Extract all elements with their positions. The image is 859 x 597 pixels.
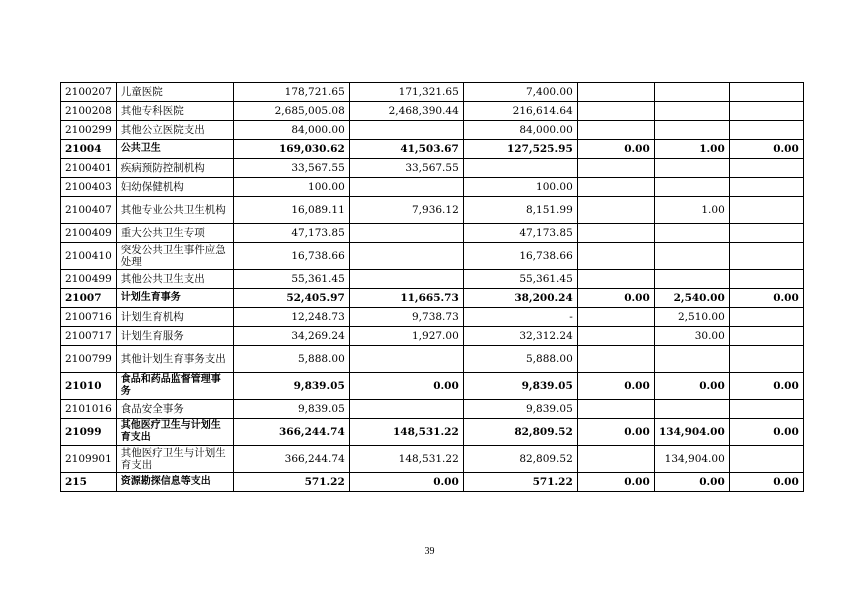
- total-cell: 52,405.97: [233, 289, 349, 308]
- basic-expenditure-cell: 41,503.67: [349, 140, 463, 159]
- column-4-cell: [577, 243, 654, 270]
- account-code-cell: 2100717: [61, 327, 117, 346]
- account-name-cell: 资源勘探信息等支出: [116, 473, 233, 492]
- table-row: [61, 308, 804, 327]
- basic-expenditure-cell: [349, 243, 463, 270]
- account-name-cell: 儿童医院: [116, 83, 233, 102]
- column-4-cell: 0.00: [577, 373, 654, 400]
- column-6-cell: [729, 197, 803, 224]
- column-5-cell: 134,904.00: [654, 446, 729, 473]
- column-4-cell: [577, 346, 654, 373]
- account-code-cell: 2100401: [61, 159, 117, 178]
- account-name-cell: 突发公共卫生事件应急处理: [116, 243, 233, 270]
- column-6-cell: 0.00: [729, 140, 803, 159]
- column-6-cell: 0.00: [729, 419, 803, 446]
- total-cell: 16,089.11: [233, 197, 349, 224]
- table-row: [61, 400, 804, 419]
- column-4-cell: 0.00: [577, 140, 654, 159]
- account-name-cell: 食品和药品监督管理事务: [116, 373, 233, 400]
- column-6-cell: [729, 446, 803, 473]
- basic-expenditure-cell: 11,665.73: [349, 289, 463, 308]
- total-cell: 9,839.05: [233, 400, 349, 419]
- account-code-cell: 2100208: [61, 102, 117, 121]
- account-name-cell: 其他医疗卫生与计划生育支出: [116, 446, 233, 473]
- column-6-cell: [729, 270, 803, 289]
- account-code-cell: 2100207: [61, 83, 117, 102]
- account-code-cell: 2100299: [61, 121, 117, 140]
- total-cell: 16,738.66: [233, 243, 349, 270]
- account-name-cell: 其他计划生育事务支出: [116, 346, 233, 373]
- account-code-cell: 21004: [61, 140, 117, 159]
- total-cell: 12,248.73: [233, 308, 349, 327]
- account-code-cell: 2100410: [61, 243, 117, 270]
- table-row: [61, 140, 804, 159]
- total-cell: 366,244.74: [233, 446, 349, 473]
- account-name-cell: 妇幼保健机构: [116, 178, 233, 197]
- column-5-cell: [654, 270, 729, 289]
- project-expenditure-cell: 216,614.64: [463, 102, 577, 121]
- column-4-cell: [577, 121, 654, 140]
- account-name-cell: 其他医疗卫生与计划生育支出: [116, 419, 233, 446]
- column-6-cell: 0.00: [729, 289, 803, 308]
- total-cell: 33,567.55: [233, 159, 349, 178]
- total-cell: 34,269.24: [233, 327, 349, 346]
- basic-expenditure-cell: 148,531.22: [349, 419, 463, 446]
- column-5-cell: 0.00: [654, 373, 729, 400]
- table-row: [61, 473, 804, 492]
- account-code-cell: 21099: [61, 419, 117, 446]
- project-expenditure-cell: 32,312.24: [463, 327, 577, 346]
- table-row: [61, 327, 804, 346]
- project-expenditure-cell: 5,888.00: [463, 346, 577, 373]
- total-cell: 100.00: [233, 178, 349, 197]
- column-5-cell: 1.00: [654, 140, 729, 159]
- account-name-cell: 计划生育服务: [116, 327, 233, 346]
- column-4-cell: [577, 400, 654, 419]
- basic-expenditure-cell: 2,468,390.44: [349, 102, 463, 121]
- account-code-cell: 2100716: [61, 308, 117, 327]
- column-6-cell: [729, 159, 803, 178]
- column-6-cell: [729, 400, 803, 419]
- total-cell: 9,839.05: [233, 373, 349, 400]
- project-expenditure-cell: -: [463, 308, 577, 327]
- project-expenditure-cell: 100.00: [463, 178, 577, 197]
- table-row: [61, 224, 804, 243]
- basic-expenditure-cell: [349, 224, 463, 243]
- account-code-cell: 2100499: [61, 270, 117, 289]
- table-body: [61, 83, 804, 492]
- column-5-cell: 2,540.00: [654, 289, 729, 308]
- column-5-cell: 1.00: [654, 197, 729, 224]
- account-name-cell: 其他公共卫生支出: [116, 270, 233, 289]
- table-row: [61, 243, 804, 270]
- column-4-cell: [577, 178, 654, 197]
- total-cell: 169,030.62: [233, 140, 349, 159]
- account-code-cell: 2100799: [61, 346, 117, 373]
- project-expenditure-cell: 82,809.52: [463, 419, 577, 446]
- project-expenditure-cell: [463, 159, 577, 178]
- column-5-cell: 134,904.00: [654, 419, 729, 446]
- project-expenditure-cell: 571.22: [463, 473, 577, 492]
- basic-expenditure-cell: 9,738.73: [349, 308, 463, 327]
- project-expenditure-cell: 9,839.05: [463, 373, 577, 400]
- basic-expenditure-cell: 0.00: [349, 473, 463, 492]
- basic-expenditure-cell: [349, 121, 463, 140]
- column-4-cell: 0.00: [577, 473, 654, 492]
- project-expenditure-cell: 16,738.66: [463, 243, 577, 270]
- total-cell: 47,173.85: [233, 224, 349, 243]
- column-6-cell: [729, 346, 803, 373]
- basic-expenditure-cell: 7,936.12: [349, 197, 463, 224]
- column-5-cell: [654, 400, 729, 419]
- account-code-cell: 21007: [61, 289, 117, 308]
- column-6-cell: [729, 327, 803, 346]
- column-6-cell: [729, 224, 803, 243]
- column-6-cell: [729, 178, 803, 197]
- account-name-cell: 其他专业公共卫生机构: [116, 197, 233, 224]
- table-row: [61, 419, 804, 446]
- basic-expenditure-cell: [349, 346, 463, 373]
- column-6-cell: 0.00: [729, 373, 803, 400]
- column-6-cell: [729, 243, 803, 270]
- column-4-cell: [577, 446, 654, 473]
- table-row: [61, 197, 804, 224]
- account-code-cell: 2100409: [61, 224, 117, 243]
- column-6-cell: [729, 121, 803, 140]
- column-5-cell: 0.00: [654, 473, 729, 492]
- project-expenditure-cell: 55,361.45: [463, 270, 577, 289]
- column-5-cell: [654, 346, 729, 373]
- project-expenditure-cell: 9,839.05: [463, 400, 577, 419]
- column-5-cell: [654, 83, 729, 102]
- project-expenditure-cell: 47,173.85: [463, 224, 577, 243]
- account-code-cell: 2100403: [61, 178, 117, 197]
- column-4-cell: [577, 197, 654, 224]
- account-code-cell: 21010: [61, 373, 117, 400]
- table-row: [61, 83, 804, 102]
- column-4-cell: [577, 159, 654, 178]
- basic-expenditure-cell: 33,567.55: [349, 159, 463, 178]
- table-row: [61, 159, 804, 178]
- column-5-cell: [654, 159, 729, 178]
- column-5-cell: [654, 224, 729, 243]
- column-5-cell: 2,510.00: [654, 308, 729, 327]
- basic-expenditure-cell: [349, 178, 463, 197]
- basic-expenditure-cell: 1,927.00: [349, 327, 463, 346]
- column-4-cell: 0.00: [577, 419, 654, 446]
- total-cell: 2,685,005.08: [233, 102, 349, 121]
- table-row: [61, 178, 804, 197]
- account-name-cell: 疾病预防控制机构: [116, 159, 233, 178]
- page-number: 39: [424, 546, 435, 557]
- expenditure-table: [60, 82, 804, 492]
- account-name-cell: 其他公立医院支出: [116, 121, 233, 140]
- project-expenditure-cell: 127,525.95: [463, 140, 577, 159]
- project-expenditure-cell: 82,809.52: [463, 446, 577, 473]
- basic-expenditure-cell: 148,531.22: [349, 446, 463, 473]
- column-4-cell: [577, 308, 654, 327]
- table-row: [61, 289, 804, 308]
- table-row: [61, 346, 804, 373]
- table-row: [61, 121, 804, 140]
- account-name-cell: 其他专科医院: [116, 102, 233, 121]
- column-5-cell: [654, 121, 729, 140]
- column-5-cell: [654, 243, 729, 270]
- basic-expenditure-cell: [349, 270, 463, 289]
- total-cell: 366,244.74: [233, 419, 349, 446]
- column-6-cell: [729, 83, 803, 102]
- table-row: [61, 270, 804, 289]
- account-code-cell: 2101016: [61, 400, 117, 419]
- column-6-cell: 0.00: [729, 473, 803, 492]
- basic-expenditure-cell: 0.00: [349, 373, 463, 400]
- account-name-cell: 计划生育机构: [116, 308, 233, 327]
- account-code-cell: 215: [61, 473, 117, 492]
- total-cell: 571.22: [233, 473, 349, 492]
- total-cell: 178,721.65: [233, 83, 349, 102]
- account-code-cell: 2100407: [61, 197, 117, 224]
- project-expenditure-cell: 8,151.99: [463, 197, 577, 224]
- column-4-cell: [577, 270, 654, 289]
- project-expenditure-cell: 84,000.00: [463, 121, 577, 140]
- account-code-cell: 2109901: [61, 446, 117, 473]
- account-name-cell: 计划生育事务: [116, 289, 233, 308]
- total-cell: 84,000.00: [233, 121, 349, 140]
- column-5-cell: [654, 178, 729, 197]
- table-row: [61, 446, 804, 473]
- column-5-cell: [654, 102, 729, 121]
- column-4-cell: [577, 224, 654, 243]
- column-5-cell: 30.00: [654, 327, 729, 346]
- total-cell: 5,888.00: [233, 346, 349, 373]
- project-expenditure-cell: 7,400.00: [463, 83, 577, 102]
- basic-expenditure-cell: [349, 400, 463, 419]
- account-name-cell: 重大公共卫生专项: [116, 224, 233, 243]
- basic-expenditure-cell: 171,321.65: [349, 83, 463, 102]
- account-name-cell: 食品安全事务: [116, 400, 233, 419]
- project-expenditure-cell: 38,200.24: [463, 289, 577, 308]
- account-name-cell: 公共卫生: [116, 140, 233, 159]
- table-row: [61, 102, 804, 121]
- table-row: [61, 373, 804, 400]
- column-4-cell: [577, 102, 654, 121]
- column-6-cell: [729, 308, 803, 327]
- column-4-cell: [577, 83, 654, 102]
- total-cell: 55,361.45: [233, 270, 349, 289]
- column-4-cell: 0.00: [577, 289, 654, 308]
- column-6-cell: [729, 102, 803, 121]
- column-4-cell: [577, 327, 654, 346]
